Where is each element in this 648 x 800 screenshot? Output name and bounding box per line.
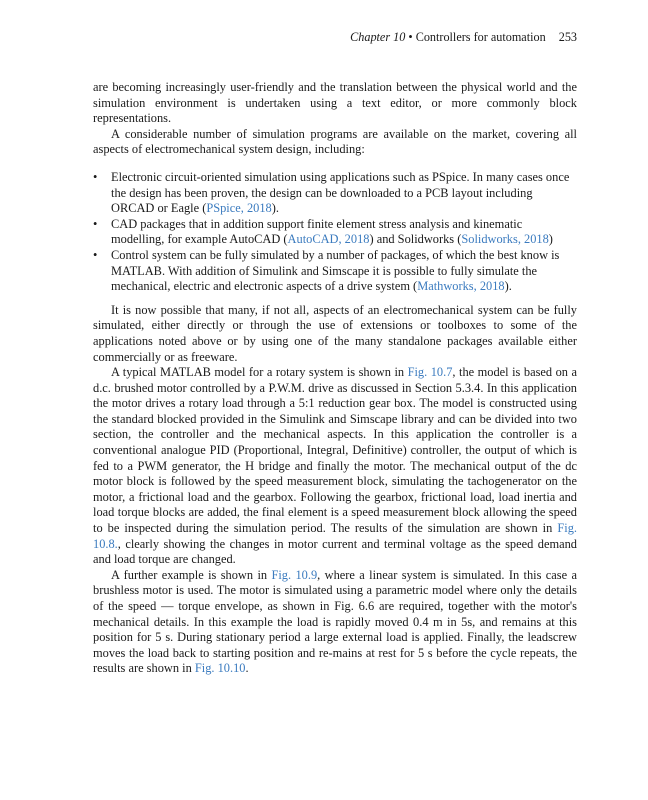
figure-link-10-10[interactable]: Fig. 10.10 [194, 661, 246, 676]
chapter-label: Chapter 10 [350, 30, 406, 44]
figure-link-10-9[interactable]: Fig. 10.9 [271, 567, 318, 582]
paragraph-5 [93, 568, 577, 677]
citation-link-mathworks[interactable]: Mathworks, 2018 [417, 279, 505, 294]
list-item-text: ) [548, 232, 553, 247]
bullet-list [93, 170, 577, 295]
paragraph-text: , where a linear system is simulated. In this case a brushless motor is used. The motor is simulated using a parametric model where only the details of the speed — torque envelope, as shown in Fig. 6.6 are required, together with the motor's mechanical details. In this example the load is rapidly moved 0.4 m in 5s, and remains at this position for 5 s. During stationary period a large external load is applied. Finally, the leadscrew moves the load back to starting position and re-mains at rest for 5 s before the cycle repeats, the results are shown in [93, 567, 577, 676]
running-header [350, 30, 577, 45]
paragraph-text: , clearly showing the changes in motor current and terminal voltage as the speed demand and load torque are changed. [93, 536, 577, 567]
list-item-text: ) and Solidworks ( [369, 232, 462, 247]
list-item [93, 217, 577, 248]
list-item-text: Electronic circuit-oriented simulation using applications such as PSpice. In many cases once the design has been proven, the design can be downloaded to a PCB layout including ORCAD or Eagle ( [111, 169, 570, 216]
paragraph-text: A further example is shown in [111, 567, 272, 582]
body-text [93, 80, 577, 677]
bullet-icon: • [93, 216, 98, 231]
figure-link-10-8[interactable]: Fig. 10.8. [93, 521, 577, 551]
paragraph-2: A considerable number of simulation programs are available on the market, covering all aspects of electromechanical system design, including: [93, 126, 577, 157]
section-title: Controllers for automation [415, 30, 546, 44]
list-item-text: Control system can be fully simulated by a number of packages, of which the best know is MATLAB. With addition of Simulink and Simscape it is possible to fully simulate the mechanical, electric and electronic aspects of a drive system ( [111, 247, 560, 294]
paragraph-text: , the model is based on a d.c. brushed motor controlled by a P.W.M. drive as discussed in Section 5.3.4. In this application the motor drives a rotary load through a 5:1 reduction gear box. The model is constructed using the standard blocked provided in the Simulink and Simscape library and can be divided into two section, the controller and the mechanical aspects. In this application the controller is a conventional analogue PID (Proportional, Integral, Definitive) controller, the output of which is fed to a PWM generator, the H bridge and finally the motor. The mechanical output of the dc motor block is followed by the speed measurement block, simulating the tachogenerator on the motor, a frictional load and the gearbox. Following the gearbox, frictional load, load inertia and load torque blocks are added, the final element is a speed measurement block allowing the speed to be inspected during the simulation period. The results of the simulation are shown in [93, 365, 577, 536]
citation-link-autocad[interactable]: AutoCAD, 2018 [287, 232, 370, 247]
paragraph-text: . [245, 661, 249, 676]
paragraph-text: A typical MATLAB model for a rotary system is shown in [111, 365, 408, 380]
citation-link-pspice[interactable]: PSpice, 2018 [206, 201, 272, 216]
bullet-icon: • [93, 169, 98, 184]
paragraph-3: It is now possible that many, if not all, aspects of an electromechanical system can be fully simulated, either directly or through the use of extensions or toolboxes to some of the applications noted above or by using one of the many standalone packages available either commercially or as freeware. [93, 302, 577, 364]
list-item [93, 248, 577, 295]
bullet-icon: • [93, 247, 98, 262]
list-item-text: ). [271, 201, 279, 216]
paragraph-4 [93, 365, 577, 568]
citation-link-solidworks[interactable]: Solidworks, 2018 [461, 232, 549, 247]
list-item-text: CAD packages that in addition support finite element stress analysis and kinematic modelling, for example AutoCAD ( [111, 216, 523, 247]
list-item-text: ). [504, 279, 512, 294]
figure-link-10-7[interactable]: Fig. 10.7 [407, 365, 453, 380]
list-item [93, 170, 577, 217]
header-separator: • [408, 30, 413, 44]
page-number: 253 [558, 30, 577, 44]
paragraph-1: are becoming increasingly user-friendly and the translation between the physical world and the simulation environment is undertaken using a text editor, or more commonly block representations. [93, 80, 577, 126]
